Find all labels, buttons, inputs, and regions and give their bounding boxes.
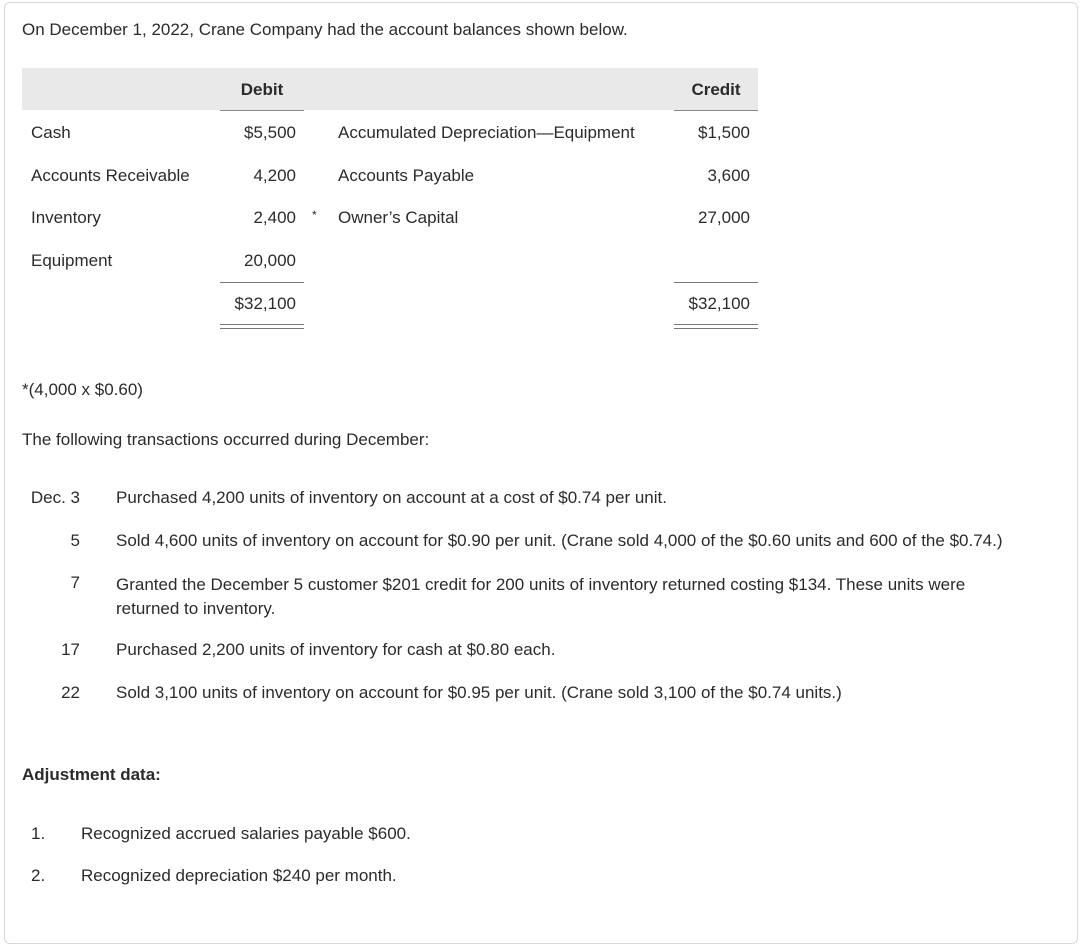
left-account-inventory: Inventory — [31, 208, 101, 227]
adjustment-text: Recognized depreciation $240 per month. — [81, 866, 397, 885]
footnote-marker: * — [312, 208, 317, 222]
right-account-accum-depr: Accumulated Depreciation—Equipment — [338, 123, 635, 142]
left-account-equipment: Equipment — [31, 251, 113, 270]
debit-ar: 4,200 — [253, 166, 296, 185]
transaction-date: Dec. 3 — [30, 488, 80, 507]
transaction-text: Granted the December 5 customer $201 credit for 200 units of inventory returned costing $134. These units were returned to inventory. — [116, 575, 966, 618]
right-account-capital: Owner’s Capital — [338, 208, 459, 227]
transaction-date: 17 — [61, 640, 80, 659]
credit-accum-depr: $1,500 — [698, 123, 750, 142]
credit-header: Credit — [691, 80, 741, 99]
transaction-text: Purchased 2,200 units of inventory for cash at $0.80 each. — [116, 640, 556, 659]
credit-total: $32,100 — [688, 294, 750, 313]
credit-header-underline — [674, 110, 758, 111]
debit-header: Debit — [240, 80, 284, 99]
debit-header-underline — [220, 110, 304, 111]
credit-ap: 3,600 — [707, 166, 750, 185]
debit-total: $32,100 — [234, 294, 296, 313]
table-header-band — [22, 68, 758, 110]
right-account-ap: Accounts Payable — [338, 166, 475, 185]
adjustment-heading: Adjustment data: — [22, 765, 161, 784]
transaction-text: Sold 4,600 units of inventory on account for $0.90 per unit. (Crane sold 4,000 of the $0.60 units and 600 of the $0.74.) — [116, 531, 1003, 550]
debit-inventory: 2,400 — [253, 208, 296, 227]
left-account-ar: Accounts Receivable — [31, 166, 190, 185]
credit-total-underline — [674, 282, 758, 283]
credit-capital: 27,000 — [698, 208, 750, 227]
adjustment-number: 1. — [31, 824, 46, 843]
credit-total-double-underline — [674, 324, 758, 329]
adjustment-text: Recognized accrued salaries payable $600. — [81, 824, 411, 843]
transaction-date: 5 — [70, 531, 80, 550]
transaction-text: Sold 3,100 units of inventory on account for $0.95 per unit. (Crane sold 3,100 of the $0.74 units.) — [116, 683, 842, 702]
transactions-intro: The following transactions occurred during December: — [22, 430, 430, 449]
transaction-date: 7 — [70, 573, 80, 592]
question-card — [4, 2, 1078, 944]
debit-cash: $5,500 — [244, 123, 296, 142]
footnote: *(4,000 x $0.60) — [22, 380, 143, 399]
adjustment-number: 2. — [31, 866, 46, 885]
intro-text: On December 1, 2022, Crane Company had the account balances shown below. — [22, 20, 628, 39]
debit-equipment: 20,000 — [244, 251, 296, 270]
transaction-date: 22 — [61, 683, 80, 702]
debit-total-double-underline — [220, 324, 304, 329]
debit-total-underline — [220, 282, 304, 283]
left-account-cash: Cash — [31, 123, 71, 142]
transaction-text: Purchased 4,200 units of inventory on account at a cost of $0.74 per unit. — [116, 488, 667, 507]
